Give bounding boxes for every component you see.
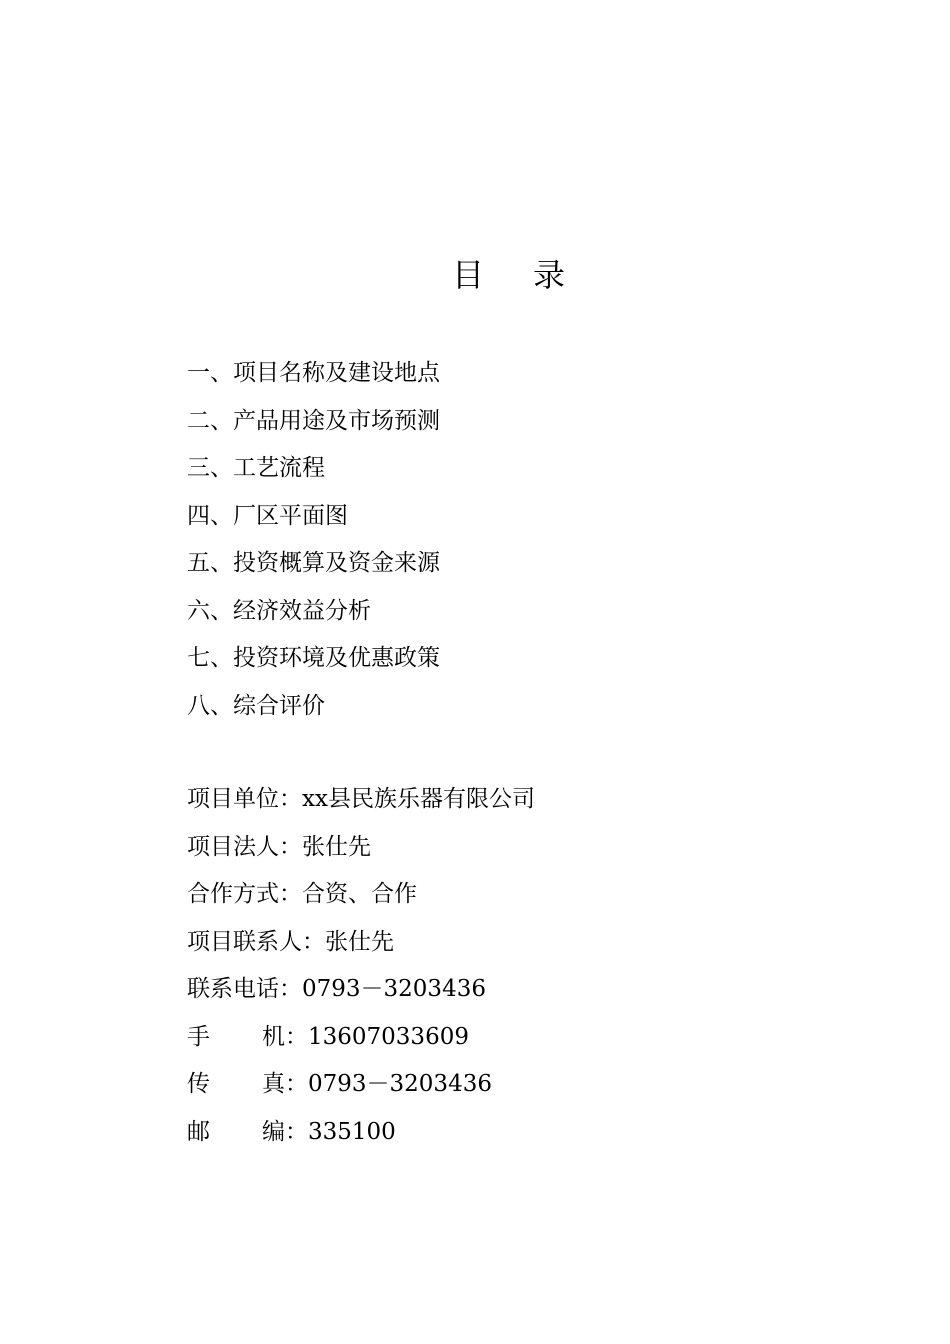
colon: ： bbox=[279, 976, 302, 1002]
toc-item-5: 五、投资概算及资金来源 bbox=[187, 550, 440, 576]
colon: ： bbox=[279, 833, 302, 860]
info-row-coop bbox=[187, 874, 535, 922]
colon: ： bbox=[302, 928, 325, 955]
postcode-value: 335100 bbox=[308, 1118, 396, 1145]
info-row-legal bbox=[187, 827, 535, 875]
contact-label: 项目联系人 bbox=[187, 928, 302, 955]
unit-label: 项目单位 bbox=[187, 786, 279, 812]
mobile-label bbox=[187, 1017, 285, 1057]
fax-label-b: 真 bbox=[262, 1071, 285, 1097]
fax-label bbox=[187, 1064, 285, 1104]
toc-item-2: 二、产品用途及市场预测 bbox=[187, 407, 440, 434]
colon: ： bbox=[279, 881, 302, 907]
postcode-label-b: 编 bbox=[262, 1118, 285, 1145]
table-of-contents bbox=[187, 353, 440, 733]
postcode-label bbox=[187, 1112, 285, 1152]
info-row-postcode bbox=[187, 1112, 535, 1160]
colon: ： bbox=[285, 1118, 308, 1145]
contact-value: 张仕先 bbox=[325, 928, 394, 955]
toc-item-1: 一、项目名称及建设地点 bbox=[187, 360, 440, 386]
fax-label-a: 传 bbox=[187, 1071, 210, 1097]
toc-item-4: 四、厂区平面图 bbox=[187, 502, 348, 529]
postcode-label-a: 邮 bbox=[187, 1118, 210, 1145]
legal-label: 项目法人 bbox=[187, 833, 279, 860]
info-row-unit bbox=[187, 779, 535, 827]
title-char-1: 目 bbox=[452, 256, 485, 294]
coop-value: 合资、合作 bbox=[302, 881, 417, 907]
info-row-contact bbox=[187, 922, 535, 970]
mobile-label-a: 手 bbox=[187, 1023, 210, 1050]
toc-item-3: 三、工艺流程 bbox=[187, 455, 325, 481]
colon: ： bbox=[285, 1071, 308, 1097]
toc-item-7: 七、投资环境及优惠政策 bbox=[187, 645, 440, 671]
mobile-value: 13607033609 bbox=[308, 1023, 469, 1050]
info-row-fax bbox=[187, 1064, 535, 1112]
phone-value: 0793－3203436 bbox=[302, 976, 486, 1002]
mobile-label-b: 机 bbox=[262, 1023, 285, 1050]
phone-label: 联系电话 bbox=[187, 976, 279, 1002]
title-char-2: 录 bbox=[533, 256, 566, 294]
info-row-mobile bbox=[187, 1017, 535, 1065]
project-info bbox=[187, 779, 535, 1159]
unit-value: xx县民族乐器有限公司 bbox=[302, 786, 535, 812]
fax-value: 0793－3203436 bbox=[308, 1071, 492, 1097]
colon: ： bbox=[279, 786, 302, 812]
toc-item-6: 六、经济效益分析 bbox=[187, 597, 371, 624]
toc-item-8: 八、综合评价 bbox=[187, 692, 325, 719]
info-row-phone bbox=[187, 969, 535, 1017]
colon: ： bbox=[285, 1023, 308, 1050]
coop-label: 合作方式 bbox=[187, 881, 279, 907]
legal-value: 张仕先 bbox=[302, 833, 371, 860]
